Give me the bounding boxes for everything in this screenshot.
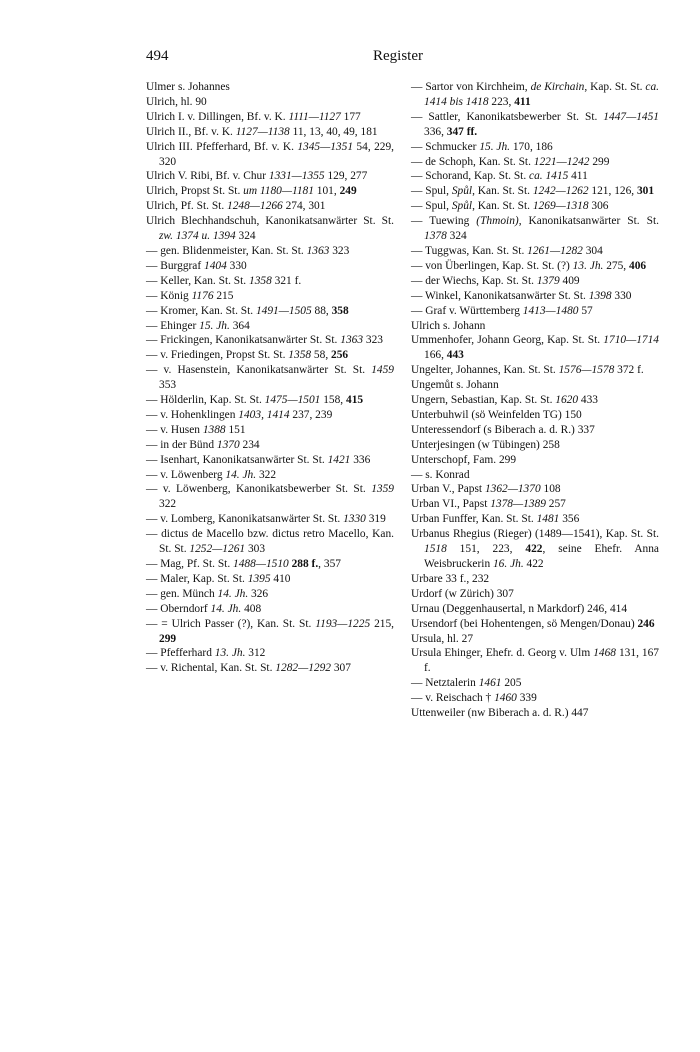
index-entry: Unteressendorf (s Biberach a. d. R.) 337 (411, 423, 595, 436)
index-entry: — de Schoph, Kan. St. St. 1221—1242 299 (411, 155, 610, 168)
index-entry: Urnau (Deggenhausertal, n Markdorf) 246, 414 (411, 602, 628, 615)
index-entry: — König 1176 215 (146, 289, 234, 302)
index-entry: — Tuggwas, Kan. St. St. 1261—1282 304 (411, 244, 603, 257)
index-entry: — Maler, Kap. St. St. 1395 410 (146, 572, 291, 585)
index-entry: — Mag, Pf. St. St. 1488—1510 288 f., 357 (146, 558, 341, 570)
index-entry: Urban Funffer, Kan. St. St. 1481 356 (411, 513, 580, 526)
index-entry: — Oberndorf 14. Jh. 408 (146, 602, 262, 615)
index-entry: — Pfefferhard 13. Jh. 312 (146, 647, 266, 660)
index-entry: — v. Reischach † 1460 339 (411, 692, 537, 705)
index-entry: — v. Husen 1388 151 (146, 423, 246, 436)
index-entry: Ursula Ehinger, Ehefr. d. Georg v. Ulm 1468 131, 167 f. (411, 647, 660, 675)
index-entry: — v. Friedingen, Propst St. St. 1358 58, 256 (146, 349, 349, 362)
index-entry: — v. Richental, Kan. St. St. 1282—1292 307 (146, 662, 351, 675)
index-entry: Uttenweiler (nw Biberach a. d. R.) 447 (411, 707, 589, 720)
index-entry: — in der Bünd 1370 234 (146, 438, 260, 451)
index-entry: — von Überlingen, Kap. St. St. (?) 13. Jh. 275, 406 (411, 259, 647, 272)
index-entry: Ulrich III. Pfefferhard, Bf. v. K. 1345—1351 54, 229, 320 (146, 140, 394, 168)
index-entry: Unterbuhwil (sö Weinfelden TG) 150 (411, 408, 582, 421)
index-entry: — Burggraf 1404 330 (146, 259, 247, 272)
index-entry: — Sattler, Kanonikatsbewerber St. St. 1447—1451 336, 347 ff. (411, 110, 659, 138)
index-entry: Ulmer s. Johannes (146, 81, 230, 93)
index-entry: Ulrich, Pf. St. St. 1248—1266 274, 301 (146, 200, 326, 213)
index-entry: — Spul, Spůl, Kan. St. St. 1242—1262 121, 126, 301 (411, 185, 655, 198)
index-entry: — v. Hohenklingen 1403, 1414 237, 239 (146, 408, 333, 421)
index-entry: Urban VI., Papst 1378—1389 257 (411, 498, 566, 511)
index-entry: Ulrich, hl. 90 (146, 95, 207, 108)
index-entry: — Kromer, Kan. St. St. 1491—1505 88, 358 (146, 304, 349, 317)
index-entry: — Schmucker 15. Jh. 170, 186 (411, 140, 553, 153)
index-column-left (146, 80, 394, 676)
index-entry: Urbanus Rhegius (Rieger) (1489—1541), Kap. St. St. 1518 151, 223, 422, seine Ehefr. Anna Weisbruckerin 16. Jh. 422 (411, 528, 659, 570)
index-entry: Urdorf (w Zürich) 307 (411, 587, 514, 600)
index-entry: Ummenhofer, Johann Georg, Kap. St. St. 1710—1714 166, 443 (411, 334, 659, 362)
index-entry: — Schorand, Kap. St. St. ca. 1415 411 (411, 170, 588, 183)
index-entry: Ulrich s. Johann (411, 319, 486, 332)
index-entry: Unterjesingen (w Tübingen) 258 (411, 438, 560, 451)
index-entry: — v. Hasenstein, Kanonikatsanwärter St. St. 1459 353 (146, 364, 394, 392)
index-entry: Ulrich, Propst St. St. um 1180—1181 101, 249 (146, 185, 357, 198)
index-entry: Ulrich II., Bf. v. K. 1127—1138 11, 13, 40, 49, 181 (146, 125, 378, 138)
running-title: Register (373, 48, 423, 64)
index-entry: — der Wiechs, Kap. St. St. 1379 409 (411, 274, 580, 287)
index-entry: Ungemůt s. Johann (411, 379, 499, 392)
index-entry: — gen. Blidenmeister, Kan. St. St. 1363 323 (146, 244, 350, 257)
index-entry: Ursula, hl. 27 (411, 632, 474, 645)
index-entry: — v. Löwenberg 14. Jh. 322 (146, 468, 277, 481)
index-entry: Ulrich Blechhandschuh, Kanonikatsanwärter St. St. zw. 1374 u. 1394 324 (146, 215, 394, 243)
index-entry: — gen. Münch 14. Jh. 326 (146, 587, 269, 600)
index-entry: — Keller, Kan. St. St. 1358 321 f. (146, 274, 302, 287)
index-entry: — Ehinger 15. Jh. 364 (146, 319, 250, 332)
index-entry: Ursendorf (bei Hohentengen, sö Mengen/Donau) 246 (411, 617, 655, 630)
index-entry: Ungelter, Johannes, Kan. St. St. 1576—1578 372 f. (411, 364, 644, 377)
index-entry: — dictus de Macello bzw. dictus retro Macello, Kan. St. St. 1252—1261 303 (146, 528, 394, 556)
index-entry: Urbare 33 f., 232 (411, 572, 490, 585)
index-entry: Ulrich I. v. Dillingen, Bf. v. K. 1111—1127 177 (146, 110, 361, 123)
index-entry: — v. Lomberg, Kanonikatsanwärter St. St. 1330 319 (146, 513, 386, 526)
index-entry: — = Ulrich Passer (?), Kan. St. St. 1193—1225 215, 299 (146, 617, 394, 645)
index-entry: — v. Löwenberg, Kanonikatsbewerber St. St. 1359 322 (146, 483, 394, 511)
index-entry: — Netztalerin 1461 205 (411, 677, 522, 690)
index-entry: — Spul, Spůl, Kan. St. St. 1269—1318 306 (411, 200, 609, 213)
index-entry: — Graf v. Württemberg 1413—1480 57 (411, 304, 593, 317)
page-number: 494 (146, 48, 169, 64)
index-entry: Ulrich V. Ribi, Bf. v. Chur 1331—1355 129, 277 (146, 170, 368, 183)
index-entry: — Winkel, Kanonikatsanwärter St. St. 1398 330 (411, 289, 632, 302)
index-entry: Ungern, Sebastian, Kap. St. St. 1620 433 (411, 394, 598, 407)
index-entry: — Hölderlin, Kap. St. St. 1475—1501 158, 415 (146, 394, 364, 407)
index-entry: — Sartor von Kirchheim, de Kirchain, Kap. St. St. ca. 1414 bis 1418 223, 411 (411, 81, 659, 108)
index-entry: — Isenhart, Kanonikatsanwärter St. St. 1421 336 (146, 453, 371, 466)
index-column-right (411, 80, 659, 721)
index-entry: — Frickingen, Kanonikatsanwärter St. St. 1363 323 (146, 334, 383, 347)
index-entry: — s. Konrad (411, 468, 470, 481)
index-entry: Urban V., Papst 1362—1370 108 (411, 483, 561, 496)
index-entry: Unterschopf, Fam. 299 (411, 453, 517, 466)
index-entry: — Tuewing (Thmoin), Kanonikatsanwärter St. St. 1378 324 (411, 215, 659, 243)
